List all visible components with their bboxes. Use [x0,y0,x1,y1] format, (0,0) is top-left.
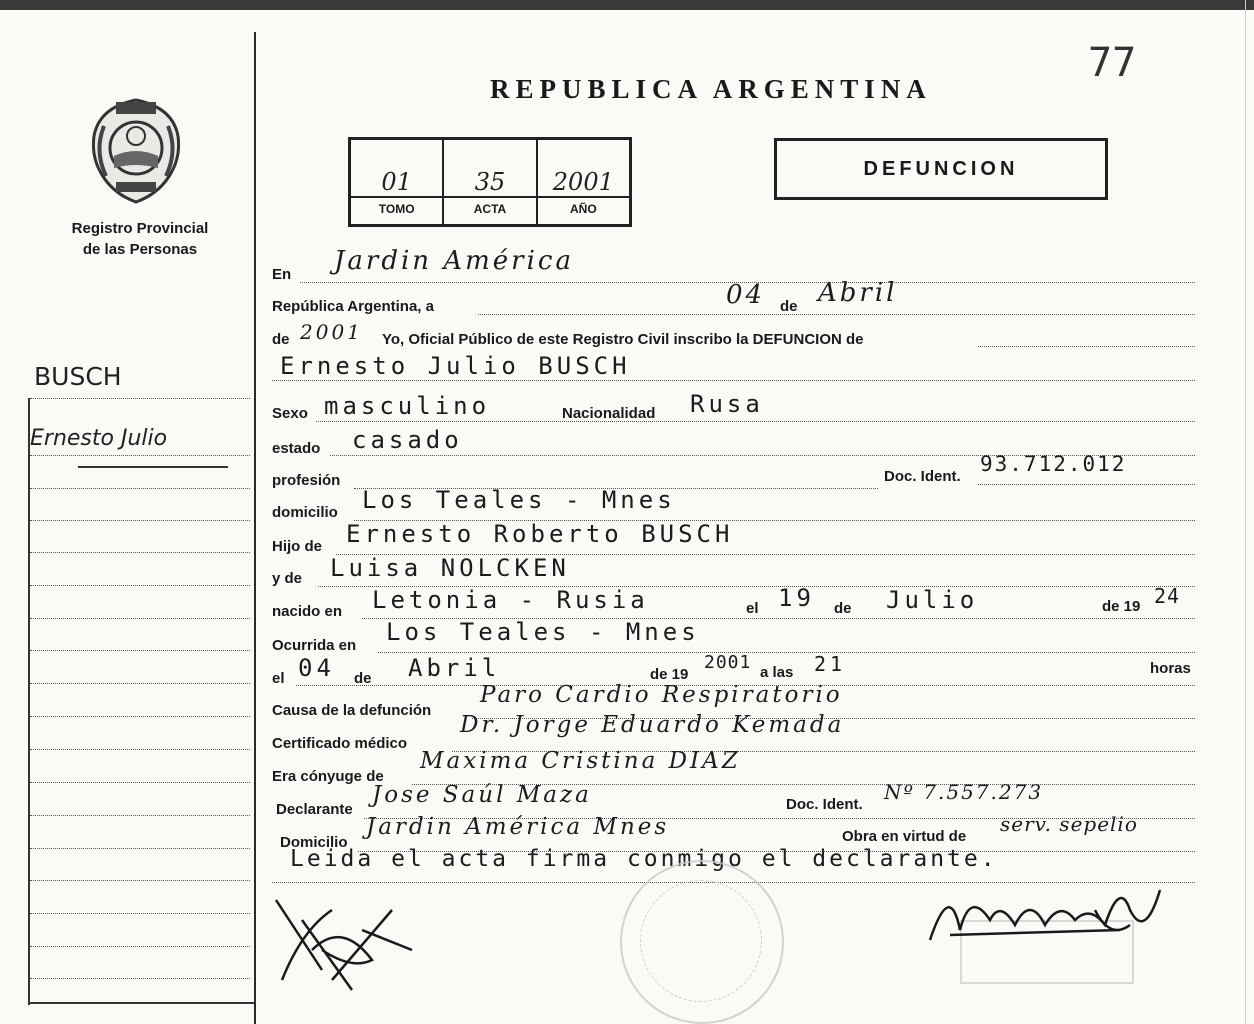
value-declarante: Jose Saúl Maza [372,782,592,808]
top-border [0,0,1254,10]
margin-rule [30,815,250,816]
margin-rule [30,650,250,651]
value-fallec-dia: 04 [298,654,335,682]
value-nacido-dia: 19 [778,584,815,612]
value-sexo: masculino [324,392,491,420]
ano-cell [538,140,629,224]
label-de-day: de [780,298,798,315]
label-obra: Obra en virtud de [842,828,967,845]
label-profesion: profesión [272,472,341,489]
margin-rule [30,455,250,456]
value-domicilio: Los Teales - Mnes [362,486,676,514]
tomo-label: TOMO [351,196,442,222]
acta-label: ACTA [444,196,535,222]
label-en: En [272,266,292,283]
form-rule [316,421,1195,422]
margin-rule [30,683,250,684]
value-obra: serv. sepelio [1000,812,1138,836]
value-doc-ident: 93.712.012 [980,452,1127,476]
margin-box-bottom [28,1002,255,1004]
value-nacido-en: Letonia - Rusia [372,586,649,614]
tomo-value: 01 [381,168,412,196]
ano-value: 2001 [552,168,614,196]
provincial-seal-icon [86,96,186,206]
margin-rule [30,782,250,783]
margin-rule [30,978,250,979]
label-el-2: el [272,670,285,687]
margin-rule [30,618,250,619]
value-year: 2001 [300,320,363,344]
registro-line-1: Registro Provincial [71,220,209,237]
label-certificado: Certificado médico [272,735,408,752]
label-hijo-de: Hijo de [272,538,323,555]
margin-rule [30,716,250,717]
label-de-19-b: de 19 [650,666,689,683]
label-horas: horas [1150,660,1191,677]
value-nacido-anio: 24 [1154,584,1181,608]
book-reference-box [348,137,632,227]
value-certificado: Dr. Jorge Eduardo Kemada [460,712,845,738]
label-el: el [746,600,759,617]
acta-cell [444,140,537,224]
label-sexo: Sexo [272,405,308,422]
form-rule [478,314,1195,315]
value-fallec-anio: 2001 [704,652,752,673]
label-de-2: de [354,670,372,687]
label-a-las: a las [760,664,794,681]
value-leida: Leida el acta firma conmigo el declarante. [290,846,998,872]
official-stamp-inner [640,880,762,1002]
margin-rule [30,520,250,521]
document-type-box: DEFUNCION [774,138,1108,200]
margin-rule [30,848,250,849]
margin-rule [30,749,250,750]
tomo-cell [351,140,444,224]
label-domicilio-2: Domicilio [280,834,348,851]
label-nacionalidad: Nacionalidad [562,405,656,422]
label-ocurrida-en: Ocurrida en [272,637,357,654]
declarante-signature-icon [262,890,422,1000]
page-edge [1245,0,1246,1024]
form-rule [978,346,1195,347]
value-day: 04 [726,280,766,310]
margin-rule [30,946,250,947]
label-de-19: de 19 [1102,598,1141,615]
value-full-name: Ernesto Julio BUSCH [280,352,631,380]
margin-rule [30,488,250,489]
value-estado: casado [352,426,463,454]
label-de-year: de [272,331,290,348]
label-causa: Causa de la defunción [272,702,432,719]
value-nacido-mes: Julio [886,586,979,614]
value-doc-declarante: Nº 7.557.273 [884,780,1044,804]
value-domicilio-declarante: Jardin América Mnes [366,814,670,840]
label-doc-ident: Doc. Ident. [884,468,961,485]
label-estado: estado [272,440,321,457]
value-conyuge: Maxima Cristina DIAZ [420,748,741,774]
value-padre: Ernesto Roberto BUSCH [346,520,734,548]
margin-divider [254,32,256,1024]
margin-rule [30,913,250,914]
margin-rule [30,585,250,586]
margin-underline [78,466,228,468]
registro-line-2: de las Personas [82,241,198,258]
margin-rule [30,880,250,881]
page-number: 77 [1088,40,1137,86]
ano-label: AÑO [538,196,629,222]
label-de: de [834,600,852,617]
margin-surname: BUSCH [34,362,122,391]
form-rule [272,380,1195,381]
document-title: REPUBLICA ARGENTINA [490,74,932,104]
label-republica: República Argentina, a [272,298,434,315]
label-declarante: Declarante [276,801,353,818]
value-causa: Paro Cardio Respiratorio [480,682,843,708]
label-y-de: y de [272,570,303,587]
value-place: Jardin América [334,246,574,276]
label-conyuge: Era cónyuge de [272,768,384,785]
form-rule [978,484,1195,485]
value-madre: Luisa NOLCKEN [330,554,570,582]
value-hora: 21 [814,652,847,676]
label-doc-ident-2: Doc. Ident. [786,796,863,813]
margin-given-names: Ernesto Julio [30,426,168,451]
registro-label [40,218,240,260]
value-ocurrida-en: Los Teales - Mnes [386,618,700,646]
value-month: Abril [818,278,898,308]
value-fallec-mes: Abril [408,654,501,682]
label-nacido-en: nacido en [272,603,343,620]
label-yo-oficial: Yo, Oficial Público de este Registro Civil inscribo la DEFUNCION de [382,331,864,348]
value-nacionalidad: Rusa [690,390,764,418]
form-rule [378,652,1195,653]
acta-value: 35 [474,168,506,196]
oficial-signature-icon [920,870,1180,970]
margin-rule [30,552,250,553]
label-domicilio: domicilio [272,504,338,521]
margin-rule [30,398,250,399]
